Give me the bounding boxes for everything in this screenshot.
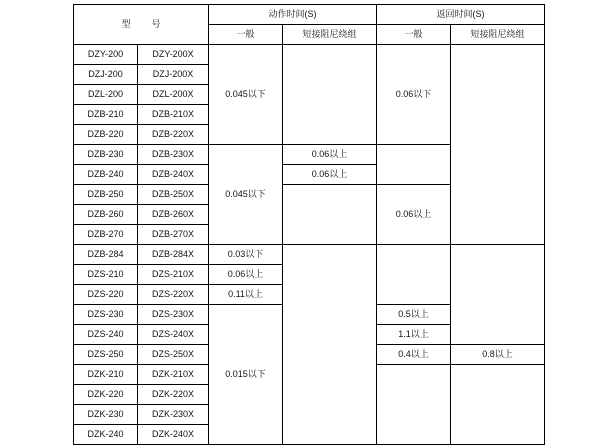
cell-return-normal bbox=[377, 245, 451, 305]
cell-action-normal: 0.11以上 bbox=[209, 285, 283, 305]
cell-action-normal: 0.015以下 bbox=[209, 305, 283, 445]
cell-model-a: DZB-270 bbox=[74, 225, 138, 245]
cell-model-a: DZB-210 bbox=[74, 105, 138, 125]
header-action-damping: 短接阻尼绕组 bbox=[283, 25, 377, 45]
cell-model-a: DZL-200 bbox=[74, 85, 138, 105]
cell-model-a: DZJ-200 bbox=[74, 65, 138, 85]
cell-return-normal bbox=[377, 365, 451, 445]
cell-model-b: DZK-210X bbox=[138, 365, 209, 385]
cell-model-a: DZY-200 bbox=[74, 45, 138, 65]
cell-model-b: DZS-230X bbox=[138, 305, 209, 325]
cell-model-a: DZS-210 bbox=[74, 265, 138, 285]
cell-return-normal: 0.06以上 bbox=[377, 185, 451, 245]
cell-model-a: DZB-230 bbox=[74, 145, 138, 165]
cell-model-b: DZK-240X bbox=[138, 425, 209, 445]
cell-model-b: DZS-250X bbox=[138, 345, 209, 365]
header-action-time: 动作时间(S) bbox=[209, 5, 377, 25]
header-return-time: 返回时间(S) bbox=[377, 5, 545, 25]
cell-model-b: DZK-220X bbox=[138, 385, 209, 405]
cell-model-a: DZB-250 bbox=[74, 185, 138, 205]
cell-model-a: DZS-250 bbox=[74, 345, 138, 365]
cell-action-normal: 0.045以下 bbox=[209, 45, 283, 145]
cell-return-damping bbox=[451, 245, 545, 345]
table-row bbox=[74, 45, 545, 65]
cell-model-b: DZB-210X bbox=[138, 105, 209, 125]
cell-action-damping bbox=[283, 185, 377, 245]
cell-model-b: DZB-250X bbox=[138, 185, 209, 205]
cell-model-b: DZS-220X bbox=[138, 285, 209, 305]
cell-model-a: DZS-240 bbox=[74, 325, 138, 345]
cell-model-b: DZK-230X bbox=[138, 405, 209, 425]
cell-return-normal: 1.1以上 bbox=[377, 325, 451, 345]
cell-return-normal: 0.5以上 bbox=[377, 305, 451, 325]
cell-model-b: DZY-200X bbox=[138, 45, 209, 65]
cell-model-a: DZS-230 bbox=[74, 305, 138, 325]
specification-table bbox=[73, 4, 545, 445]
cell-model-b: DZJ-200X bbox=[138, 65, 209, 85]
cell-model-b: DZS-240X bbox=[138, 325, 209, 345]
cell-model-b: DZS-210X bbox=[138, 265, 209, 285]
cell-model-b: DZB-240X bbox=[138, 165, 209, 185]
cell-return-normal: 0.06以下 bbox=[377, 45, 451, 145]
cell-model-a: DZK-220 bbox=[74, 385, 138, 405]
cell-model-a: DZB-220 bbox=[74, 125, 138, 145]
cell-action-normal: 0.06以上 bbox=[209, 265, 283, 285]
cell-action-damping: 0.06以上 bbox=[283, 145, 377, 165]
header-return-damping: 短接阻尼绕组 bbox=[451, 25, 545, 45]
header-type bbox=[74, 5, 209, 45]
header-type-label: 型 号 bbox=[121, 19, 167, 29]
header-return-normal: 一般 bbox=[377, 25, 451, 45]
cell-model-a: DZB-240 bbox=[74, 165, 138, 185]
cell-model-b: DZB-220X bbox=[138, 125, 209, 145]
header-action-normal: 一般 bbox=[209, 25, 283, 45]
cell-action-damping bbox=[283, 245, 377, 445]
cell-action-damping: 0.06以上 bbox=[283, 165, 377, 185]
cell-action-damping bbox=[283, 45, 377, 145]
table-header-row-top bbox=[74, 5, 545, 25]
cell-return-damping: 0.8以上 bbox=[451, 345, 545, 365]
cell-model-b: DZL-200X bbox=[138, 85, 209, 105]
cell-action-normal: 0.03以下 bbox=[209, 245, 283, 265]
cell-return-damping bbox=[451, 365, 545, 445]
cell-model-b: DZB-284X bbox=[138, 245, 209, 265]
cell-model-b: DZB-230X bbox=[138, 145, 209, 165]
cell-model-a: DZK-230 bbox=[74, 405, 138, 425]
cell-return-damping bbox=[451, 45, 545, 245]
table-row bbox=[74, 245, 545, 265]
cell-model-a: DZB-260 bbox=[74, 205, 138, 225]
cell-model-b: DZB-270X bbox=[138, 225, 209, 245]
cell-model-a: DZK-240 bbox=[74, 425, 138, 445]
cell-action-normal: 0.045以下 bbox=[209, 145, 283, 245]
cell-return-normal: 0.4以上 bbox=[377, 345, 451, 365]
cell-return-normal bbox=[377, 145, 451, 185]
cell-model-b: DZB-260X bbox=[138, 205, 209, 225]
cell-model-a: DZK-210 bbox=[74, 365, 138, 385]
cell-model-a: DZS-220 bbox=[74, 285, 138, 305]
cell-model-a: DZB-284 bbox=[74, 245, 138, 265]
